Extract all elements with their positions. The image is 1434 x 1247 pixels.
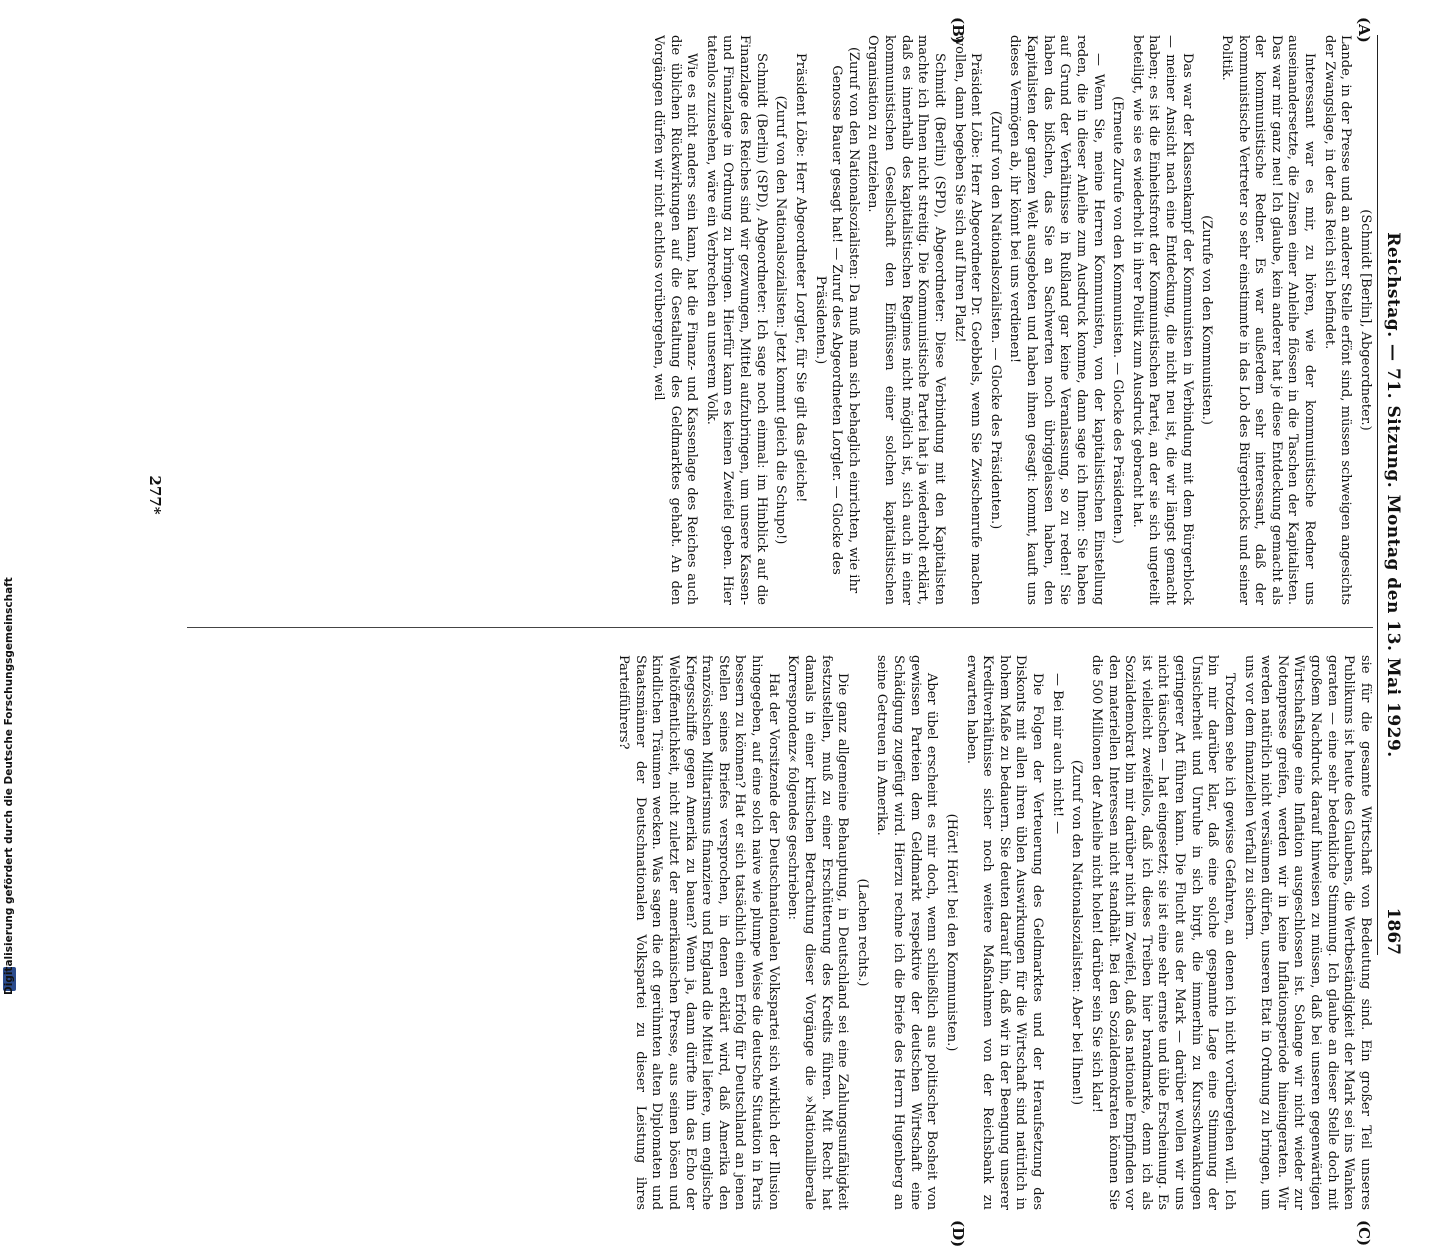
margin-mark-a: (A)	[1355, 17, 1373, 43]
paragraph: (Zuruf von den Nationalsozialisten. — Glocke des Präsidenten.)	[987, 110, 1003, 530]
paragraph: Trotzdem sehe ich gewisse Gefahren, an denen ich nicht vorübergehen will. Ich bin mir darüber klar, daß eine solche gespannte Lage eine Stimmung der Unsicherheit und Unruhe in sich birgt, die immerhin zu Kursschwankungen geringerer Art führen kann. Die Flucht aus der Mark — darüber wollen wir uns nicht täuschen — hat eingesetzt; sie ist eine sehr ernste und üble Erscheinung. Es ist vielleicht zweifellos, daß ich dieses Treiben hier brandmarke, denn ich als Sozialdemokrat bin mir darüber nicht im Zweifel, daß das nationale Empfinden vor den materiellen Interessen nicht standhält. Bei den Sozialdemokraten können Sie die 500 Millionen der Anleihe nicht holen! darüber sein Sie sich klar!	[1089, 655, 1237, 1210]
paragraph: (Zuruf von den Nationalsozialisten: Aber bei Ihnen!)	[1069, 759, 1085, 1106]
paragraph: Schmidt (Berlin) (SPD), Abgeordneter: Ich sage noch einmal: im Hinblick auf die Finanzlage des Reiches sind wir gezwungen, Mittel aufzubringen, um unsere Kassen- und Finanzlage in Ordnung zu bringen. Hierfür kann es keinen Zweifel geben. Hier tatenlos zuzusehen, wäre ein Verbrechen an unserem Volk.	[703, 35, 769, 605]
credit-text: Digitalisierung gefördert durch die Deutsche Forschungsgemeinschaft	[3, 577, 15, 995]
paragraph: Die ganz allgemeine Behauptung, in Deutschland sei eine Zahlungsunfähigkeit festzustellen, muß zu einer Erschütterung des Kredits führen. Mit Recht hat damals in einer kritischen Betrachtung dieser Vorgänge die »Nationalliberale Korrespondenz« folgendes geschrieben:	[785, 655, 851, 1210]
paragraph: Die Folgen der Verteuerung des Geldmarktes und der Heraufsetzung des Diskonts mit allen ihren üblen Auswirkungen für die Wirtschaft sind natürlich in hohem Maße zu bedauern. Sie deuten darauf hin, daß wir in der Beengung unserer Kreditverhältnisse sicher noch weitere Maßnahmen von der Reichsbank zu erwarten haben.	[963, 655, 1046, 1210]
page-header	[1377, 35, 1409, 955]
page-number: 1867	[1382, 907, 1403, 955]
paragraph: (Zurufe von den Kommunisten.)	[1199, 215, 1215, 425]
left-column	[187, 35, 1373, 605]
margin-mark-d: (D)	[949, 1220, 967, 1247]
paragraph: (Schmidt [Berlin], Abgeordneter.)	[1358, 209, 1373, 431]
paragraph: Präsident Löbe: Herr Abgeordneter Dr. Goebbels, wenn Sie Zwischenrufe machen wollen, dann begeben Sie sich auf Ihren Platz!	[951, 35, 984, 605]
paragraph: Lande, in der Presse und an anderer Stelle erfönt sind, müssen schweigen angesichts der Zwangslage, in der das Reich sich befindet.	[1321, 35, 1354, 605]
paragraph: Aber übel erscheint es mir doch, wenn schließlich aus politischer Bosheit von gewissen Parteien dem Geldmarkt respektive der deutschen Wirtschaft eine Schädigung zugefügt wird. Hierzu rechne ich die Briefe des Herrn Hugenberg an seine Getreuen in Amerika.	[874, 655, 940, 1210]
paragraph: (Erneute Zurufe von den Kommunisten. — Glocke des Präsidenten.)	[1110, 96, 1126, 544]
paragraph: — Bei mir auch nicht! —	[1049, 673, 1065, 835]
paragraph: Wie es nicht anders sein kann, hat die Finanz- und Kassenlage des Reiches auch die üblichen Rückwirkungen auf die Gestaltung des Geldmarktes gehabt. An den Vorgängen dürfen wir nicht achtlos vorübergehen, weil	[651, 35, 700, 605]
paragraph: Schmidt (Berlin) (SPD), Abgeordneter: Diese Verbindung mit den Kapitalisten machte ich Ihnen nicht streitig. Die Kommunistische Partei hat ja wiederholt erklärt, daß es innerhalb des kapitalistischen Regimes nicht möglich ist, sich auch in einer kommunistischen Gesellschaft den Einflüssen einer solchen kapitalistischen Organisation zu entziehen.	[865, 35, 947, 605]
paragraph: (Hört! Hört! bei den Kommunisten.)	[944, 813, 959, 1052]
column-divider	[187, 627, 1373, 628]
paragraph: — Wenn Sie, meine Herren Kommunisten, von der kapitalistischen Einstellung reden, die in dieser Anleihe zum Ausdruck komme, dann sage ich Ihnen: Sie haben auf Grund der Verhältnisse in Rußland gar keine Veranlassung, so zu reden! Sie haben das bißchen, das Sie an Sachwerten noch übriggelassen haben, den Kapitalisten der ganzen Welt ausgeboten und haben ihnen gesagt: kommt, kauft uns dieses Vermögen ab, ihr könnt bei uns verdienen!	[1007, 35, 1106, 605]
paragraph: Präsident Löbe: Herr Abgeordneter Lorgler, für Sie gilt das gleiche!	[793, 53, 808, 503]
paragraph: Hat der Vorsitzende der Deutschnationalen Volkspartei sich wirklich der Illusion hingegeben, auf eine solch naive wie plumpe Weise die deutsche Situation in Paris bessern zu können? Hat er sich tatsächlich einen Erfolg für Deutschland an jenen Stellen seines Briefes versprochen, in denen erklärt wird, daß Amerika den französischen Militarismus finanziere und England die Mittel liefere, um englische Kriegsschiffe gegen Amerika zu bauen? Wenn ja, dann dürfte ihn das Echo der Weltöffentlichkeit, nicht zuletzt der amerikanischen Presse, aus seinen bösen und kindlichen Träumen wecken. Was sagen die oft gerühmten alten Diplomaten und Staatsmänner der Deutschnationalen Volkspartei zu dieser Leistung ihres Parteiführers?	[616, 655, 781, 1210]
paragraph: (Lachen rechts.)	[854, 878, 870, 987]
paragraph: Interessant war es mir, zu hören, wie der kommunistische Redner uns auseinandersetzte, die Zinsen einer Anleihe flössen in die Taschen der Kapitalisten. Das war mir ganz neu! Ich glaube, kein anderer hat je diese Entdeckung gemacht als der kommunistische Redner. Es war außerdem sehr interessant, daß der kommunistische Vertreter so sehr einstimmte in das Lob des Bürgerblocks und seiner Politik.	[1219, 35, 1318, 605]
paragraph: (Zuruf von den Nationalsozialisten: Da muß man sich behaglich einrichten, wie ihr Genosse Bauer gesagt hat! — Zuruf des Abgeordneten Lorgler. — Glocke des Präsidenten.)	[812, 46, 861, 594]
right-column	[187, 655, 1373, 1210]
margin-mark-c: (C)	[1355, 1220, 1373, 1247]
paragraph: (Zuruf von den Nationalsozialisten: Jetzt kommt gleich die Schupo!)	[773, 95, 789, 545]
scanned-page	[117, 15, 1417, 1247]
digitization-credit	[0, 0, 20, 1000]
paragraph: sie für die gesamte Wirtschaft von Bedeutung sind. Ein großer Teil unseres Publikums ist heute des Glaubens, die Wertbeständigkeit der Mark sei ins Wanken geraten — eine sehr bedenkliche Stimmung. Ich glaube an dieser Stelle doch mit großem Nachdruck darauf hinweisen zu müssen, daß bei unseren gegenwärtigen Wirtschaftslage eine Inflation ausgeschlossen ist. Solange wir nicht wieder zur Notenpresse greifen, werden wir in keine Inflationsperiode hineingeraten. Wir werden natürlich nicht versäumen dürfen, unseren Etat in Ordnung zu bringen, um uns vor dem finanziellen Verfall zu sichern.	[1241, 655, 1373, 1210]
footer-page-number: 277*	[146, 475, 165, 515]
paragraph: Das war der Klassenkampf der Kommunisten in Verbindung mit dem Bürgerblock — meiner Ansicht nach eine Entdeckung, die nicht neu ist, die wir längst gemacht haben; es ist die Einheitsfront der Kommunistischen Partei, an der sie sich ungeteilt beteiligt, wie sie es wiederholt in ihrer Politik zum Ausdruck gebracht hat.	[1129, 35, 1195, 605]
page-title: Reichstag. — 71. Sitzung. Montag den 13. Mai 1929.	[1382, 232, 1403, 758]
margin-mark-b: (B)	[949, 17, 967, 44]
